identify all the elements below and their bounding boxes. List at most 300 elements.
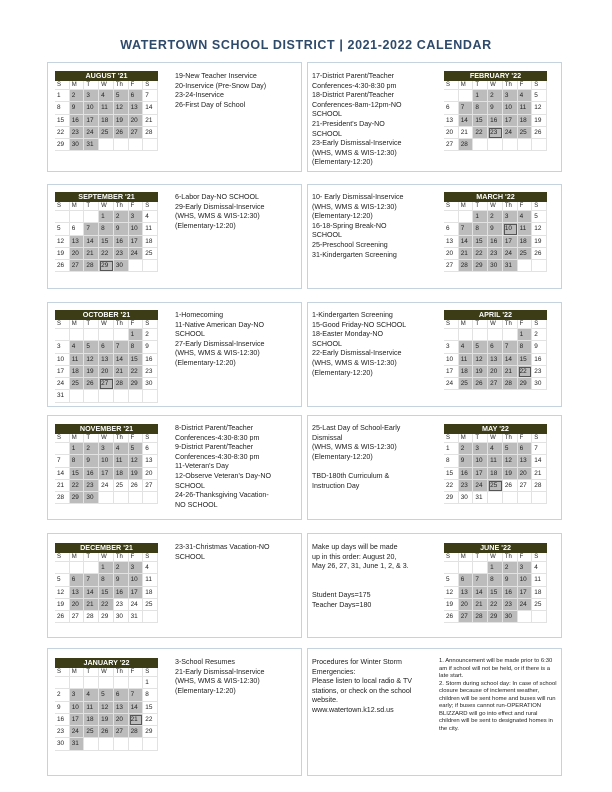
day-cell: 23 (459, 480, 474, 492)
weekday-label: S (444, 202, 459, 211)
day-cell: 29 (70, 492, 85, 504)
day-cell: 5 (503, 443, 518, 455)
day-cell: 25 (143, 599, 158, 611)
empty-cell (444, 329, 459, 341)
day-cell: 1 (444, 443, 459, 455)
day-cell: 7 (84, 223, 99, 235)
weekday-label: S (532, 553, 547, 562)
empty-cell (55, 211, 70, 223)
weekday-label: Th (114, 81, 129, 90)
day-cell: 24 (84, 127, 99, 139)
empty-cell (70, 390, 85, 402)
day-cell: 23 (488, 127, 503, 139)
day-cell: 27 (488, 378, 503, 390)
day-cell: 8 (99, 574, 114, 586)
weekday-label: S (143, 553, 158, 562)
month-header: NOVEMBER '21 (55, 424, 158, 434)
day-cell: 29 (143, 726, 158, 738)
day-cell: 28 (532, 480, 547, 492)
day-cell: 7 (129, 689, 144, 701)
month-header: JANUARY '22 (55, 658, 158, 668)
day-cell: 13 (114, 702, 129, 714)
empty-cell (70, 211, 85, 223)
notes-november: 8-District Parent/Teacher Conferences-4:30-8:30 pm 9-District Parent/Teacher Conferences-4:30-8:30 pm 11-Veteran's Day 12-Observe Veteran's Day-NO SCHOOL 24-26-Thanksgiving Vacation- NO SCHOOL (175, 424, 271, 509)
day-cell: 2 (114, 562, 129, 574)
day-cell: 19 (473, 366, 488, 378)
notes-winter-storm: Procedures for Winter Storm Emergencies: Please listen to local radio & TV stations, or check on the school website. www.watertown.k12.sd.us (312, 658, 413, 714)
weekday-label: S (532, 81, 547, 90)
month-header: FEBRUARY '22 (444, 71, 547, 81)
empty-cell (518, 260, 533, 272)
weekday-label: S (532, 320, 547, 329)
day-cell: 23 (503, 599, 518, 611)
day-cell: 5 (55, 574, 70, 586)
empty-cell (129, 492, 144, 504)
weekday-label: F (129, 553, 144, 562)
day-cell: 14 (459, 236, 474, 248)
weekday-label: F (518, 81, 533, 90)
month-grid (444, 553, 547, 623)
calendar-february (444, 71, 547, 151)
day-cell: 21 (503, 366, 518, 378)
day-cell: 25 (518, 248, 533, 260)
day-cell: 26 (129, 480, 144, 492)
day-cell: 12 (55, 587, 70, 599)
day-cell: 9 (84, 455, 99, 467)
empty-cell (114, 492, 129, 504)
day-cell: 24 (503, 127, 518, 139)
day-cell: 28 (114, 378, 129, 390)
day-cell: 24 (129, 248, 144, 260)
day-cell: 14 (84, 236, 99, 248)
day-cell: 17 (473, 468, 488, 480)
day-cell: 13 (143, 455, 158, 467)
day-cell: 7 (503, 341, 518, 353)
day-cell: 18 (99, 115, 114, 127)
day-cell: 15 (129, 354, 144, 366)
month-header: SEPTEMBER '21 (55, 192, 158, 202)
weekday-label: T (473, 202, 488, 211)
day-cell: 20 (459, 599, 474, 611)
weekday-label: W (488, 202, 503, 211)
weekday-label: M (70, 553, 85, 562)
weekday-label: Th (503, 553, 518, 562)
weekday-label: F (518, 553, 533, 562)
notes-october: 1-Homecoming 11-Native American Day-NO SCHOOL 27-Early Dismissal-Inservice (WHS, WMS & WIS-12:30) (Elementary-12:20) (175, 311, 265, 367)
calendar-december (55, 543, 158, 623)
day-cell: 20 (444, 248, 459, 260)
month-header: APRIL '22 (444, 310, 547, 320)
day-cell: 7 (459, 102, 474, 114)
empty-cell (55, 329, 70, 341)
day-cell: 2 (503, 562, 518, 574)
weekday-label: S (532, 202, 547, 211)
day-cell: 5 (129, 443, 144, 455)
day-cell: 31 (473, 492, 488, 504)
day-cell: 18 (532, 587, 547, 599)
day-cell: 9 (70, 102, 85, 114)
day-cell: 8 (518, 341, 533, 353)
day-cell: 9 (459, 455, 474, 467)
weekday-label: S (55, 434, 70, 443)
day-cell: 4 (459, 341, 474, 353)
weekday-label: T (473, 434, 488, 443)
day-cell: 8 (143, 689, 158, 701)
day-cell: 22 (473, 127, 488, 139)
day-cell: 17 (99, 468, 114, 480)
day-cell: 6 (129, 90, 144, 102)
weekday-label: T (473, 81, 488, 90)
day-cell: 1 (70, 443, 85, 455)
day-cell: 31 (55, 390, 70, 402)
empty-cell (84, 211, 99, 223)
day-cell: 6 (444, 102, 459, 114)
calendar-june (444, 543, 547, 623)
weekday-label: W (488, 320, 503, 329)
month-grid (444, 434, 547, 504)
day-cell: 12 (444, 587, 459, 599)
day-cell: 28 (84, 611, 99, 623)
empty-cell (503, 492, 518, 504)
day-cell: 20 (114, 714, 129, 726)
day-cell: 29 (488, 611, 503, 623)
day-cell: 18 (114, 468, 129, 480)
day-cell: 14 (84, 587, 99, 599)
day-cell: 5 (444, 574, 459, 586)
weekday-label: S (143, 81, 158, 90)
day-cell: 10 (473, 455, 488, 467)
day-cell: 28 (459, 139, 474, 151)
day-cell: 3 (473, 443, 488, 455)
month-grid (444, 320, 547, 390)
day-cell: 25 (532, 599, 547, 611)
day-cell: 19 (55, 248, 70, 260)
day-cell: 15 (518, 354, 533, 366)
day-cell: 31 (503, 260, 518, 272)
weekday-label: T (84, 553, 99, 562)
weekday-label: F (518, 202, 533, 211)
day-cell: 2 (70, 90, 85, 102)
day-cell: 17 (503, 236, 518, 248)
day-cell: 20 (99, 366, 114, 378)
weekday-label: W (99, 320, 114, 329)
day-cell: 4 (114, 443, 129, 455)
day-cell: 30 (114, 611, 129, 623)
day-cell: 26 (55, 260, 70, 272)
notes-january: 3-School Resumes 21-Early Dismissal-Inservice (WHS, WMS & WIS-12:30) (Elementary-12:20) (175, 658, 265, 695)
day-cell: 30 (55, 738, 70, 750)
day-cell: 9 (488, 223, 503, 235)
day-cell: 12 (503, 455, 518, 467)
day-cell: 12 (532, 102, 547, 114)
day-cell: 17 (84, 115, 99, 127)
day-cell: 25 (70, 378, 85, 390)
day-cell: 24 (473, 480, 488, 492)
day-cell: 29 (518, 378, 533, 390)
day-cell: 29 (473, 260, 488, 272)
weekday-label: T (84, 434, 99, 443)
day-cell: 12 (129, 455, 144, 467)
day-cell: 9 (114, 223, 129, 235)
empty-cell (532, 260, 547, 272)
notes-may: 25-Last Day of School-Early Dismissal (WHS, WMS & WIS-12:30) (Elementary-12:20) TBD-180th Curriculum & Instruction Day (312, 424, 401, 490)
day-cell: 11 (518, 102, 533, 114)
day-cell: 14 (55, 468, 70, 480)
weekday-label: T (84, 202, 99, 211)
calendar-april (444, 310, 547, 390)
day-cell: 30 (488, 260, 503, 272)
weekday-label: M (459, 81, 474, 90)
page-title: WATERTOWN SCHOOL DISTRICT | 2021-2022 CALENDAR (120, 38, 492, 52)
weekday-label: T (84, 81, 99, 90)
day-cell: 22 (99, 248, 114, 260)
day-cell: 10 (444, 354, 459, 366)
empty-cell (114, 738, 129, 750)
weekday-label: Th (114, 320, 129, 329)
month-header: AUGUST '21 (55, 71, 158, 81)
day-cell: 30 (143, 378, 158, 390)
day-cell: 17 (70, 714, 85, 726)
month-grid (55, 668, 158, 751)
day-cell: 19 (444, 599, 459, 611)
day-cell: 28 (503, 378, 518, 390)
day-cell: 2 (488, 90, 503, 102)
day-cell: 30 (532, 378, 547, 390)
weekday-label: M (70, 320, 85, 329)
day-cell: 13 (99, 354, 114, 366)
day-cell: 6 (99, 341, 114, 353)
weekday-label: T (473, 320, 488, 329)
empty-cell (129, 390, 144, 402)
empty-cell (84, 738, 99, 750)
day-cell: 17 (444, 366, 459, 378)
weekday-label: S (143, 202, 158, 211)
empty-cell (70, 562, 85, 574)
day-cell: 17 (129, 587, 144, 599)
day-cell: 15 (99, 236, 114, 248)
day-cell: 30 (70, 139, 85, 151)
day-cell: 3 (503, 211, 518, 223)
day-cell: 15 (143, 702, 158, 714)
day-cell: 11 (459, 354, 474, 366)
day-cell: 28 (473, 611, 488, 623)
notes-december: 23-31-Christmas Vacation-NO SCHOOL (175, 543, 270, 561)
month-header: MAY '22 (444, 424, 547, 434)
empty-cell (444, 211, 459, 223)
day-cell: 8 (99, 223, 114, 235)
day-cell: 21 (459, 127, 474, 139)
notes-makeup-days: Make up days will be made up in this order: August 20, May 26, 27, 31, June 1, 2, & 3. Student Days=175 Teacher Days=180 (312, 543, 409, 609)
weekday-label: Th (503, 434, 518, 443)
day-cell: 18 (143, 236, 158, 248)
day-cell: 12 (99, 702, 114, 714)
day-cell: 12 (473, 354, 488, 366)
empty-cell (473, 139, 488, 151)
empty-cell (532, 139, 547, 151)
day-cell: 17 (503, 115, 518, 127)
day-cell: 11 (532, 574, 547, 586)
day-cell: 18 (84, 714, 99, 726)
day-cell: 10 (503, 223, 518, 235)
day-cell: 7 (532, 443, 547, 455)
day-cell: 22 (488, 599, 503, 611)
day-cell: 15 (70, 468, 85, 480)
calendar-january (55, 658, 158, 751)
day-cell: 19 (129, 468, 144, 480)
day-cell: 5 (84, 341, 99, 353)
empty-cell (114, 139, 129, 151)
day-cell: 6 (70, 223, 85, 235)
weekday-label: S (55, 202, 70, 211)
day-cell: 19 (532, 115, 547, 127)
day-cell: 4 (532, 562, 547, 574)
empty-cell (444, 90, 459, 102)
day-cell: 12 (114, 102, 129, 114)
day-cell: 28 (129, 726, 144, 738)
empty-cell (129, 260, 144, 272)
day-cell: 18 (518, 236, 533, 248)
day-cell: 3 (129, 211, 144, 223)
weekday-label: Th (114, 434, 129, 443)
day-cell: 7 (459, 223, 474, 235)
day-cell: 16 (114, 587, 129, 599)
weekday-label: Th (503, 202, 518, 211)
notes-april: 1-Kindergarten Screening 15-Good Friday-NO SCHOOL 18-Easter Monday-NO SCHOOL 22-Early Dismissal-Inservice (WHS, WMS & WIS-12:30) (Elementary-12:20) (312, 311, 407, 377)
empty-cell (518, 492, 533, 504)
day-cell: 14 (114, 354, 129, 366)
weekday-label: F (518, 434, 533, 443)
weekday-label: Th (503, 320, 518, 329)
day-cell: 29 (99, 611, 114, 623)
day-cell: 15 (473, 115, 488, 127)
day-cell: 26 (84, 378, 99, 390)
day-cell: 3 (99, 443, 114, 455)
day-cell: 30 (84, 492, 99, 504)
weekday-label: S (55, 668, 70, 677)
weekday-label: M (70, 81, 85, 90)
day-cell: 28 (84, 260, 99, 272)
day-cell: 25 (143, 248, 158, 260)
day-cell: 25 (488, 480, 503, 492)
day-cell: 23 (488, 248, 503, 260)
day-cell: 27 (129, 127, 144, 139)
day-cell: 8 (55, 102, 70, 114)
empty-cell (114, 329, 129, 341)
day-cell: 20 (129, 115, 144, 127)
day-cell: 24 (70, 726, 85, 738)
empty-cell (473, 329, 488, 341)
day-cell: 21 (55, 480, 70, 492)
day-cell: 1 (99, 211, 114, 223)
weekday-label: T (84, 668, 99, 677)
empty-cell (129, 139, 144, 151)
day-cell: 22 (473, 248, 488, 260)
weekday-label: F (129, 320, 144, 329)
day-cell: 19 (84, 366, 99, 378)
day-cell: 31 (84, 139, 99, 151)
day-cell: 15 (55, 115, 70, 127)
weekday-label: F (129, 668, 144, 677)
day-cell: 15 (444, 468, 459, 480)
day-cell: 10 (129, 223, 144, 235)
day-cell: 26 (532, 127, 547, 139)
month-grid (55, 81, 158, 151)
day-cell: 27 (459, 611, 474, 623)
day-cell: 19 (503, 468, 518, 480)
day-cell: 29 (99, 260, 114, 272)
empty-cell (503, 139, 518, 151)
month-header: DECEMBER '21 (55, 543, 158, 553)
day-cell: 9 (488, 102, 503, 114)
day-cell: 14 (503, 354, 518, 366)
weekday-label: T (84, 320, 99, 329)
weekday-label: F (129, 81, 144, 90)
day-cell: 27 (518, 480, 533, 492)
day-cell: 10 (99, 455, 114, 467)
day-cell: 16 (84, 468, 99, 480)
day-cell: 6 (518, 443, 533, 455)
day-cell: 16 (503, 587, 518, 599)
day-cell: 22 (129, 366, 144, 378)
calendar-may (444, 424, 547, 504)
day-cell: 2 (55, 689, 70, 701)
weekday-label: S (55, 320, 70, 329)
day-cell: 9 (55, 702, 70, 714)
weekday-label: S (143, 434, 158, 443)
day-cell: 27 (70, 260, 85, 272)
day-cell: 3 (70, 689, 85, 701)
month-header: OCTOBER '21 (55, 310, 158, 320)
day-cell: 29 (129, 378, 144, 390)
calendar-october (55, 310, 158, 403)
day-cell: 12 (55, 236, 70, 248)
day-cell: 23 (114, 248, 129, 260)
weekday-label: Th (114, 553, 129, 562)
day-cell: 17 (55, 366, 70, 378)
weekday-label: M (70, 202, 85, 211)
day-cell: 11 (488, 455, 503, 467)
empty-cell (84, 329, 99, 341)
weekday-label: W (488, 553, 503, 562)
day-cell: 4 (143, 211, 158, 223)
day-cell: 5 (99, 689, 114, 701)
day-cell: 1 (488, 562, 503, 574)
empty-cell (143, 390, 158, 402)
day-cell: 9 (114, 574, 129, 586)
day-cell: 5 (55, 223, 70, 235)
day-cell: 23 (84, 480, 99, 492)
day-cell: 18 (143, 587, 158, 599)
day-cell: 13 (444, 115, 459, 127)
empty-cell (503, 329, 518, 341)
day-cell: 19 (532, 236, 547, 248)
day-cell: 1 (473, 211, 488, 223)
day-cell: 28 (143, 127, 158, 139)
weekday-label: Th (503, 81, 518, 90)
day-cell: 17 (518, 587, 533, 599)
day-cell: 23 (143, 366, 158, 378)
day-cell: 10 (503, 102, 518, 114)
day-cell: 1 (473, 90, 488, 102)
day-cell: 25 (84, 726, 99, 738)
day-cell: 9 (532, 341, 547, 353)
day-cell: 4 (518, 90, 533, 102)
empty-cell (99, 329, 114, 341)
day-cell: 21 (129, 714, 144, 726)
empty-cell (143, 260, 158, 272)
calendar-september (55, 192, 158, 272)
day-cell: 27 (114, 726, 129, 738)
